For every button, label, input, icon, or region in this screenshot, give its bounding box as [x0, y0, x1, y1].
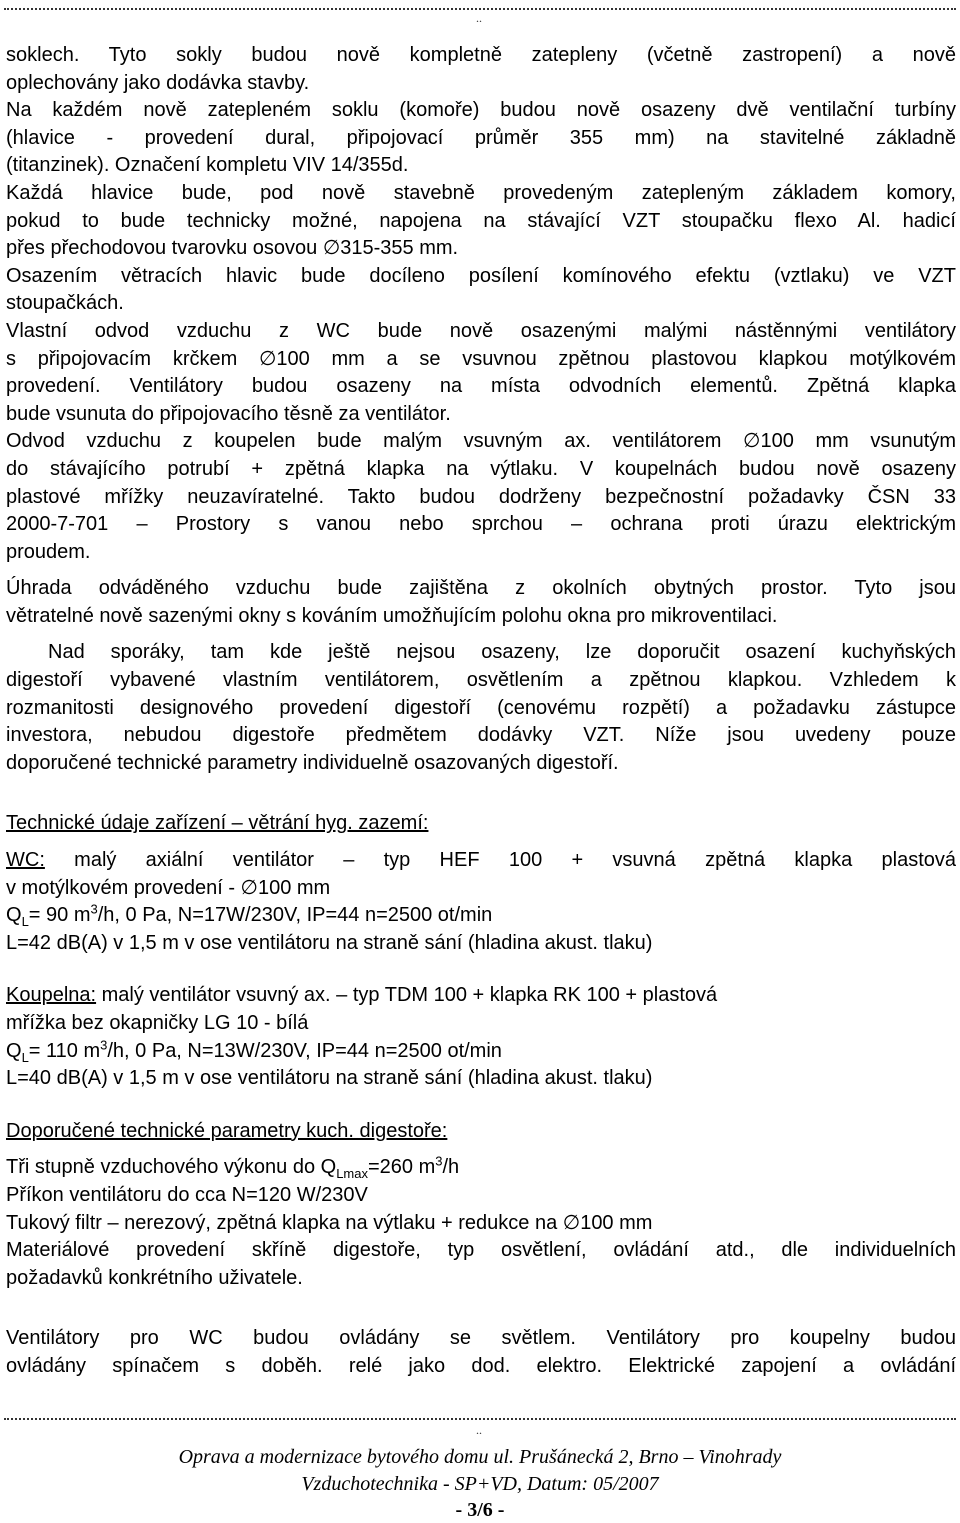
digestor-line: Tukový filtr – nerezový, zpětná klapka na výtlaku + redukce na ∅100 mm: [6, 1211, 653, 1234]
flow-subscript: L: [21, 1049, 29, 1065]
koupelna-label: Koupelna:: [6, 984, 97, 1007]
digestor-text: Tři stupně vzduchového výkonu do Q: [6, 1156, 337, 1179]
flow-superscript: 3: [100, 1036, 108, 1052]
paragraph-line: přes přechodovou tvarovku osovou ∅315-355 mm.: [6, 237, 459, 260]
flow-value: = 110 m: [28, 1039, 101, 1062]
body-text: [6, 42, 956, 1381]
paragraph-line: rozmanitosti designového provedení digestoří (cenovému rozpětí) a požadavku zástupce: [6, 696, 956, 719]
paragraph-line: s připojovacím krčkem ∅100 mm a se vsuvnou zpětnou plastovou klapkou motýlkovém: [6, 347, 956, 370]
flow-rest: /h: [442, 1156, 460, 1179]
paragraph-line: 2000-7-701 – Prostory s vanou nebo sprchou – ochrana proti úrazu elektrickým: [6, 513, 956, 536]
wc-noise: L=42 dB(A) v 1,5 m v ose ventilátoru na straně sání (hladina akust. tlaku): [6, 931, 653, 954]
flow-superscript: 3: [90, 901, 98, 917]
wc-flow: [6, 902, 956, 930]
paragraph-line: (hlavice - provedení dural, připojovací průměr 355 mm) na stavitelné základně: [6, 126, 956, 149]
flow-subscript: Lmax: [336, 1166, 368, 1182]
wc-desc: malý axiální ventilátor – typ HEF 100 + vsuvná zpětná klapka plastová: [44, 849, 956, 872]
paragraph-line: doporučené technické parametry individuelně osazovaných digestoří.: [6, 751, 619, 774]
paragraph-line: větratelné nově sazenými okny s kováním umožňujícím polohu okna pro mikroventilaci.: [6, 604, 778, 627]
flow-superscript: 3: [435, 1153, 443, 1169]
closing-line: Ventilátory pro WC budou ovládány se světlem. Ventilátory pro koupelny budou: [6, 1327, 956, 1350]
flow-subscript: L: [21, 914, 29, 930]
paragraph-line: Osazením větracích hlavic bude docíleno posílení komínového efektu (vztlaku) ve VZT: [6, 264, 956, 287]
paragraph-line: stoupačkách.: [6, 292, 124, 315]
paragraph-line: proudem.: [6, 540, 91, 563]
flow-rest: /h, 0 Pa, N=17W/230V, IP=44 n=2500 ot/min: [97, 904, 493, 927]
paragraph-line: Úhrada odváděného vzduchu bude zajištěna z okolních obytných prostor. Tyto jsou: [6, 577, 956, 600]
digestor-line: [6, 1154, 956, 1182]
tech-heading: Technické údaje zařízení – větrání hyg. zazemí:: [6, 812, 429, 835]
koupelna-noise: L=40 dB(A) v 1,5 m v ose ventilátoru na straně sání (hladina akust. tlaku): [6, 1067, 653, 1090]
paragraph-line: soklech. Tyto sokly budou nově kompletně zatepleny (včetně zastropení) a nově: [6, 44, 956, 66]
paragraph-line: pokud to bude technicky možné, napojena na stávající VZT stoupačku flexo Al. hadicí: [6, 209, 956, 232]
footer-dotted-rule: [4, 1418, 956, 1420]
digestor-line: požadavků konkrétního uživatele.: [6, 1266, 303, 1289]
header-dotted-rule: [4, 8, 956, 10]
paragraph-line: digestoří vybavené vlastním ventilátorem, osvětlením a zpětnou klapkou. Vzhledem k: [6, 669, 956, 692]
koupelna-line: [6, 982, 956, 1010]
flow-value: = 90 m: [28, 904, 91, 927]
paragraph-line: plastové mřížky neuzavíratelné. Takto budou dodrženy bezpečnostní požadavky ČSN 33: [6, 485, 956, 508]
closing-line: ovládány spínačem s doběh. relé jako dod. elektro. Elektrické zapojení a ovládání: [6, 1354, 956, 1377]
paragraph-line: oplechovány jako dodávka stavby.: [6, 71, 310, 94]
digestor-heading: Doporučené technické parametry kuch. digestoře:: [6, 1119, 448, 1142]
footer-project: Oprava a modernizace bytového domu ul. Prušánecká 2, Brno – Vinohrady: [178, 1446, 782, 1468]
page-number: - 3/6 -: [455, 1499, 505, 1521]
paragraph-line: Odvod vzduchu z koupelen bude malým vsuvným ax. ventilátorem ∅100 mm vsunutým: [6, 430, 956, 453]
koupelna-desc: malý ventilátor vsuvný ax. – typ TDM 100 + klapka RK 100 + plastová: [96, 984, 718, 1007]
digestor-line: Příkon ventilátoru do cca N=120 W/230V: [6, 1183, 368, 1206]
flow-symbol: Q: [6, 1039, 22, 1062]
digestor-line: Materiálové provedení skříně digestoře, typ osvětlení, ovládání atd., dle individuelních: [6, 1239, 956, 1262]
paragraph-line: provedení. Ventilátory budou osazeny na místa odvodních elementů. Zpětná klapka: [6, 375, 956, 398]
wc-label: WC:: [6, 849, 45, 872]
flow-symbol: Q: [6, 904, 22, 927]
koupelna-flow: [6, 1038, 956, 1066]
paragraph-line: bude vsunuta do připojovacího těsně za ventilátor.: [6, 402, 451, 425]
wc-line-2: v motýlkovém provedení - ∅100 mm: [6, 876, 331, 899]
koupelna-line-2: mřížka bez okapničky LG 10 - bílá: [6, 1012, 309, 1034]
flow-value: =260 m: [367, 1156, 436, 1179]
flow-rest: /h, 0 Pa, N=13W/230V, IP=44 n=2500 ot/min: [107, 1039, 502, 1062]
paragraph-line: investora, nebudou digestoře předmětem dodávky VZT. Níže jsou uvedeny pouze: [6, 724, 956, 747]
footer-section: Vzduchotechnika - SP+VD, Datum: 05/2007: [301, 1473, 659, 1495]
header-mark: ..: [476, 11, 482, 25]
footer-mark: ..: [476, 1423, 482, 1437]
paragraph-line: do stávajícího potrubí + zpětná klapka na výtlaku. V koupelnách budou nově osazeny: [6, 457, 956, 480]
paragraph-line: (titanzinek). Označení kompletu VIV 14/355d.: [6, 154, 409, 177]
wc-line: [6, 847, 956, 875]
paragraph-line: Vlastní odvod vzduchu z WC bude nově osazenými malými nástěnnými ventilátory: [6, 319, 956, 342]
paragraph-line: Nad sporáky, tam kde ještě nejsou osazeny, lze doporučit osazení kuchyňských: [48, 641, 956, 664]
paragraph-line: Na každém nově zatepleném soklu (komoře) budou nově osazeny dvě ventilační turbíny: [6, 99, 956, 122]
paragraph-line: Každá hlavice bude, pod nově stavebně provedeným zatepleným základem komory,: [6, 181, 956, 204]
